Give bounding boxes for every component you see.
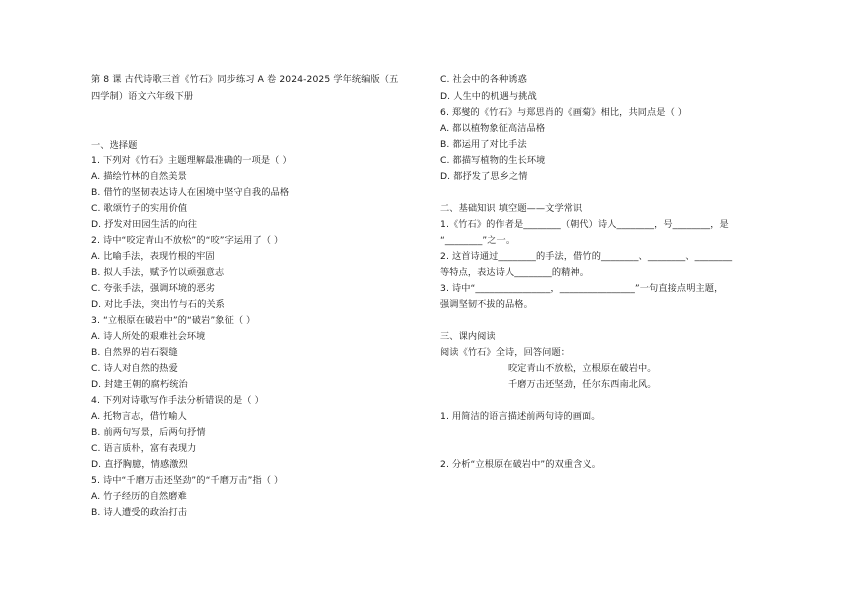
poem-line-2: 千磨万击还坚劲，任尔东西南北风。 — [508, 379, 657, 390]
question-6-stem: 6. 郑燮的《竹石》与郑思肖的《画菊》相比，共同点是（ ） — [440, 107, 688, 118]
reading-question-1: 1. 用简洁的语言描述前两句诗的画面。 — [440, 411, 601, 422]
question-1-option-d: D. 抒发对田园生活的向往 — [91, 219, 198, 230]
question-6-option-a: A. 都以植物象征高洁品格 — [440, 123, 546, 134]
question-5-option-c: C. 社会中的各种诱惑 — [440, 74, 527, 85]
fill-question-1-line-2: “________”之一。 — [440, 235, 516, 246]
question-5-option-d: D. 人生中的机遇与挑战 — [440, 91, 537, 102]
fill-question-1-line-1: 1.《竹石》的作者是________（朝代）诗人________，号________，是 — [440, 219, 729, 230]
fill-question-3-line-2: 强调坚韧不拔的品格。 — [440, 299, 533, 310]
question-2-stem: 2. 诗中“咬定青山不放松”的“咬”字运用了（ ） — [91, 235, 284, 246]
question-2-option-c: C. 夸张手法，强调环境的恶劣 — [91, 283, 216, 294]
section-2-heading: 二、基础知识 填空题——文学常识 — [440, 203, 583, 214]
reading-intro: 阅读《竹石》全诗，回答问题： — [440, 347, 571, 358]
reading-question-2: 2. 分析“立根原在破岩中”的双重含义。 — [440, 459, 602, 470]
fill-question-2-line-1: 2. 这首诗通过________的手法，借竹的________、________、________ — [440, 251, 733, 262]
question-3-option-b: B. 自然界的岩石裂缝 — [91, 347, 178, 358]
question-3-stem: 3. “立根原在破岩中”的“破岩”象征（ ） — [91, 315, 256, 326]
document-title-line-1: 第 8 课 古代诗歌三首《竹石》同步练习 A 卷 2024-2025 学年统编版（五 — [91, 74, 399, 85]
question-6-option-c: C. 都描写植物的生长环境 — [440, 155, 546, 166]
poem-line-1: 咬定青山不放松，立根原在破岩中。 — [508, 363, 657, 374]
question-1-option-b: B. 借竹的坚韧表达诗人在困境中坚守自我的品格 — [91, 187, 290, 198]
question-4-option-a: A. 托物言志，借竹喻人 — [91, 411, 187, 422]
question-2-option-a: A. 比喻手法，表现竹根的牢固 — [91, 251, 215, 262]
question-6-option-b: B. 都运用了对比手法 — [440, 139, 527, 150]
question-3-option-c: C. 诗人对自然的热爱 — [91, 363, 178, 374]
fill-question-2-line-2: 等特点，表达诗人________的精神。 — [440, 267, 589, 278]
question-6-option-d: D. 都抒发了思乡之情 — [440, 171, 528, 182]
section-1-heading: 一、选择题 — [91, 140, 138, 151]
section-3-heading: 三、课内阅读 — [440, 331, 496, 342]
question-5-option-b: B. 诗人遭受的政治打击 — [91, 507, 188, 518]
question-3-option-d: D. 封建王朝的腐朽统治 — [91, 379, 188, 390]
question-3-option-a: A. 诗人所处的艰难社会环境 — [91, 331, 206, 342]
question-1-stem: 1. 下列对《竹石》主题理解最准确的一项是（ ） — [91, 155, 292, 166]
question-4-stem: 4. 下列对诗歌写作手法分析错误的是（ ） — [91, 395, 264, 406]
fill-question-3-line-1: 3. 诗中“________________，________________”一句直接点明主题， — [440, 283, 724, 294]
question-2-option-b: B. 拟人手法，赋予竹以顽强意志 — [91, 267, 225, 278]
question-5-option-a: A. 竹子经历的自然磨难 — [91, 491, 187, 502]
question-2-option-d: D. 对比手法，突出竹与石的关系 — [91, 299, 225, 310]
question-1-option-c: C. 歌颂竹子的实用价值 — [91, 203, 188, 214]
document-title-line-2: 四学制）语文六年级下册 — [91, 91, 194, 102]
question-1-option-a: A. 描绘竹林的自然美景 — [91, 171, 187, 182]
question-4-option-b: B. 前两句写景，后两句抒情 — [91, 427, 206, 438]
question-4-option-d: D. 直抒胸臆，情感激烈 — [91, 459, 188, 470]
question-4-option-c: C. 语言质朴，富有表现力 — [91, 443, 197, 454]
question-5-stem: 5. 诗中“千磨万击还坚劲”的“千磨万击”指（ ） — [91, 475, 284, 486]
